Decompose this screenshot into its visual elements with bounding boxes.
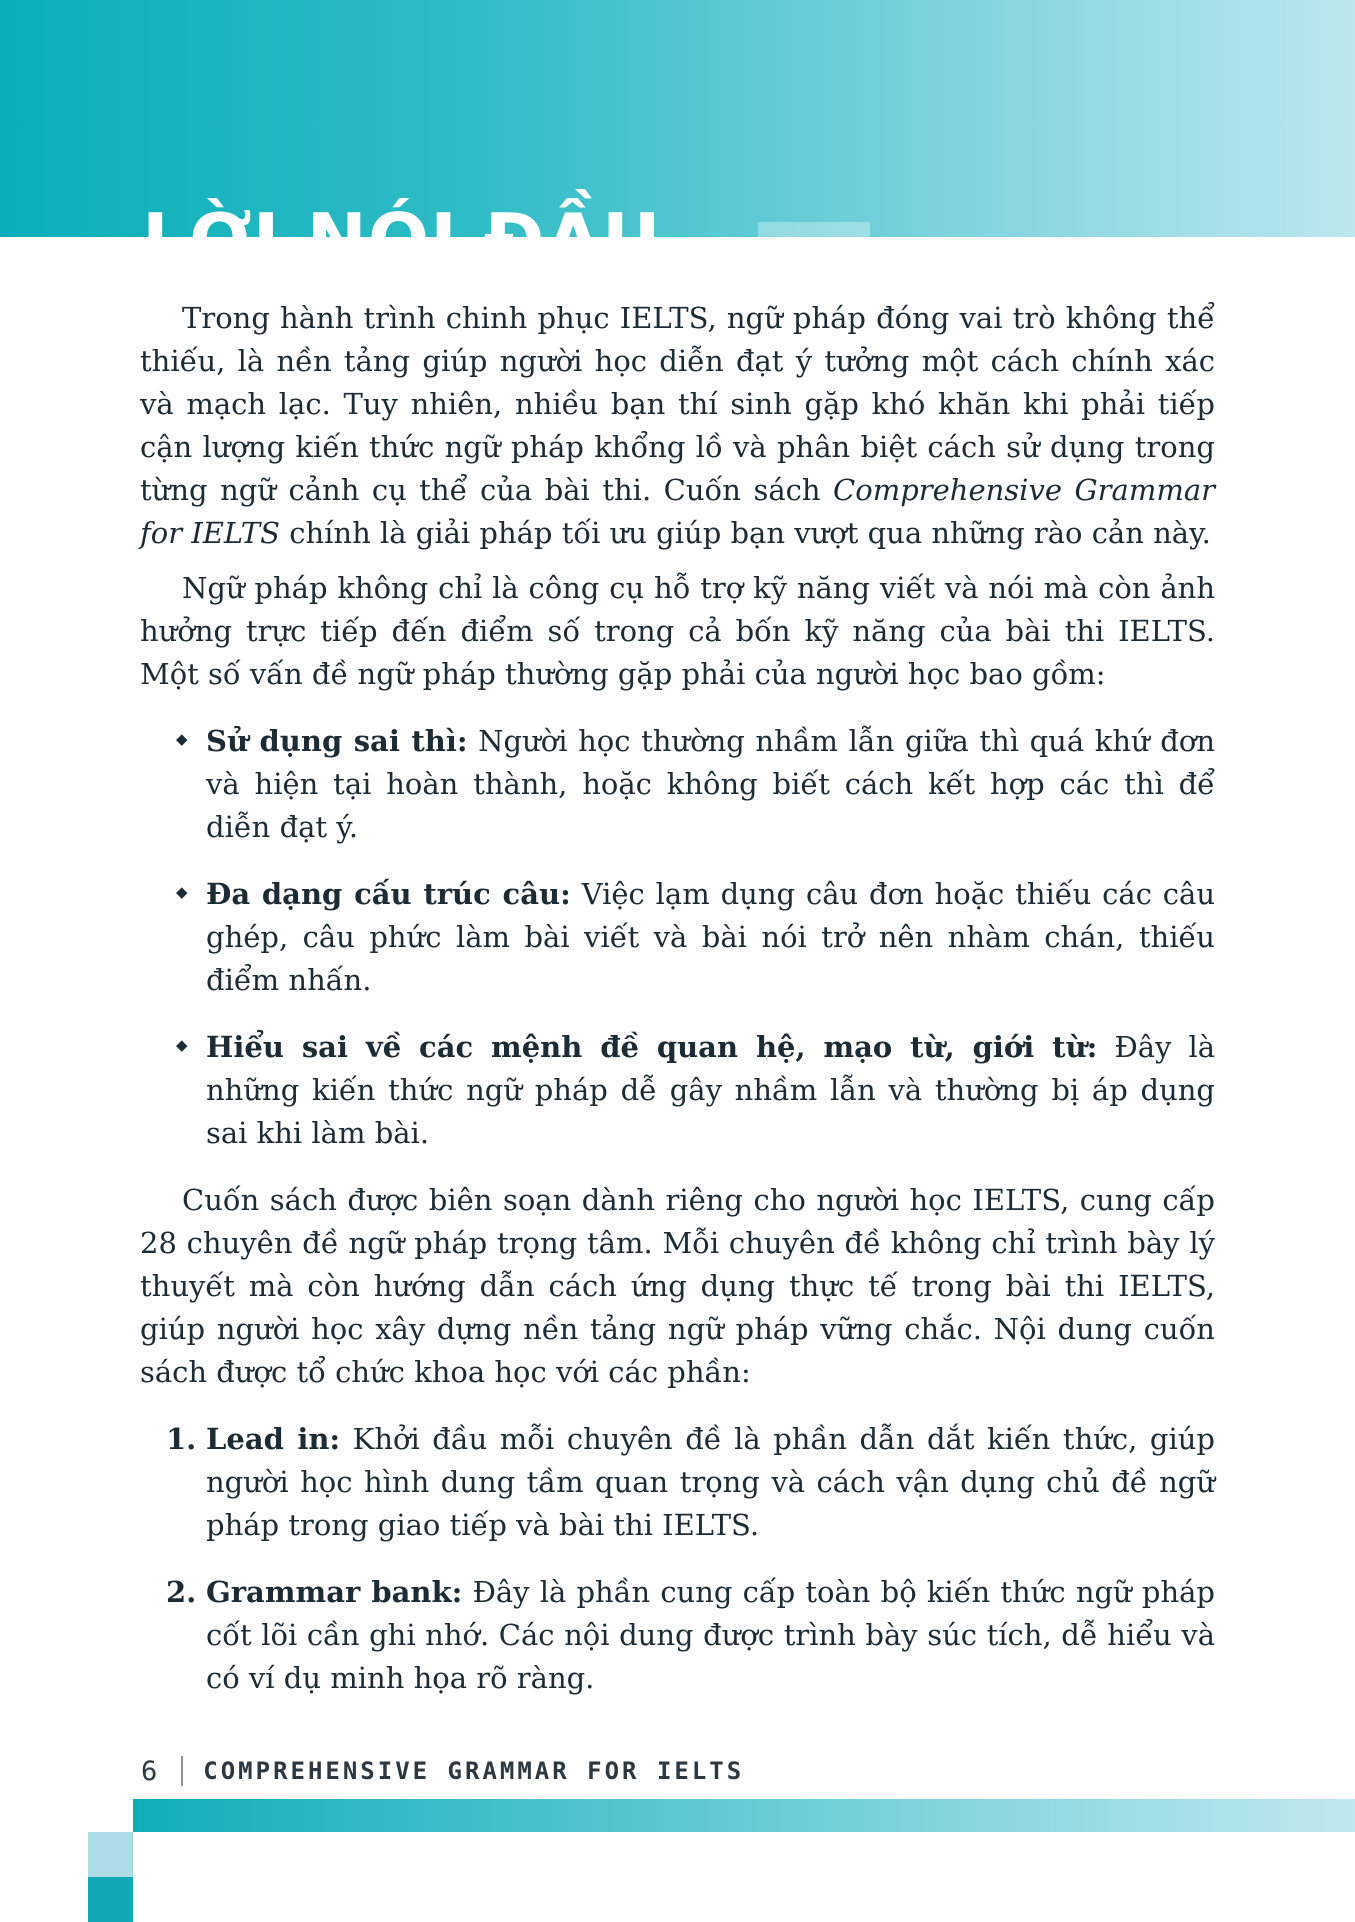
bullet-label: Sử dụng sai thì: — [206, 724, 468, 758]
item-number: 2. — [166, 1575, 197, 1609]
bullet-item-wrong-tense — [140, 720, 1215, 849]
book-name-italic: Comprehensive Grammar for IELTS — [140, 473, 1215, 550]
intro-paragraph-2: Ngữ pháp không chỉ là công cụ hỗ trợ kỹ năng viết và nói mà còn ảnh hưởng trực tiếp đến điểm số trong cả bốn kỹ năng của bài thi IELTS. Một số vấn đề ngữ pháp thường gặp phải của người học bao gồm: — [140, 571, 1215, 691]
diamond-bullet-icon: ◆ — [176, 1036, 188, 1054]
corner-square-teal — [88, 1877, 133, 1922]
numbered-item-lead-in — [140, 1418, 1215, 1547]
page-content — [0, 237, 1355, 1724]
bullet-text: Đây là những kiến thức ngữ pháp dễ gây nhầm lẫn và thường bị áp dụng sai khi làm bài. — [206, 1030, 1216, 1150]
footer — [141, 1752, 744, 1790]
footer-gradient-bar — [133, 1799, 1355, 1832]
numbered-item-grammar-bank — [140, 1571, 1215, 1700]
body-paragraph-3: Cuốn sách được biên soạn dành riêng cho người học IELTS, cung cấp 28 chuyên đề ngữ pháp trọng tâm. Mỗi chuyên đề không chỉ trình bày lý thuyết mà còn hướng dẫn cách ứng dụng thực tế trong bài thi IELTS, giúp người học xây dựng nền tảng ngữ pháp vững chắc. Nội dung cuốn sách được tổ chức khoa học với các phần: — [140, 1183, 1215, 1389]
footer-book-title: COMPREHENSIVE GRAMMAR FOR IELTS — [203, 1757, 745, 1785]
bullet-item-sentence-structure — [140, 873, 1215, 1002]
item-label: Lead in: — [206, 1422, 341, 1456]
bullet-text: Việc lạm dụng câu đơn hoặc thiếu các câu ghép, câu phức làm bài viết và bài nói trở nên nhàm chán, thiếu điểm nhấn. — [206, 877, 1216, 997]
intro-paragraph-1 — [140, 297, 1215, 555]
page-number: 6 — [141, 1755, 158, 1787]
footer-divider — [181, 1756, 183, 1786]
diamond-bullet-icon: ◆ — [176, 883, 188, 901]
page-title: LỜI NÓI ĐẦU — [142, 198, 662, 283]
bullet-label: Đa dạng cấu trúc câu: — [206, 877, 571, 911]
corner-square-light — [88, 1832, 133, 1877]
diamond-bullet-icon: ◆ — [176, 730, 188, 748]
bullet-item-clauses-articles — [140, 1026, 1215, 1155]
bullet-label: Hiểu sai về các mệnh đề quan hệ, mạo từ, giới từ: — [206, 1030, 1098, 1064]
bullet-text: Người học thường nhầm lẫn giữa thì quá khứ đơn và hiện tại hoàn thành, hoặc không biết cách kết hợp các thì để diễn đạt ý. — [206, 724, 1215, 844]
intro-paragraph-1-tail: chính là giải pháp tối ưu giúp bạn vượt qua những rào cản này. — [280, 516, 1211, 550]
item-text: Đây là phần cung cấp toàn bộ kiến thức ngữ pháp cốt lõi cần ghi nhớ. Các nội dung được trình bày súc tích, dễ hiểu và có ví dụ minh họa rõ ràng. — [206, 1575, 1215, 1695]
item-text: Khởi đầu mỗi chuyên đề là phần dẫn dắt kiến thức, giúp người học hình dung tầm quan trọng và cách vận dụng chủ đề ngữ pháp trong giao tiếp và bài thi IELTS. — [206, 1422, 1215, 1542]
intro-paragraph-1-text: Trong hành trình chinh phục IELTS, ngữ pháp đóng vai trò không thể thiếu, là nền tảng giúp người học diễn đạt ý tưởng một cách chính xác và mạch lạc. Tuy nhiên, nhiều bạn thí sinh gặp khó khăn khi phải tiếp cận lượng kiến thức ngữ pháp khổng lồ và phân biệt cách sử dụng trong từng ngữ cảnh cụ thể của bài thi. Cuốn sách — [140, 301, 1215, 507]
item-number: 1. — [166, 1422, 197, 1456]
item-label: Grammar bank: — [206, 1575, 463, 1609]
